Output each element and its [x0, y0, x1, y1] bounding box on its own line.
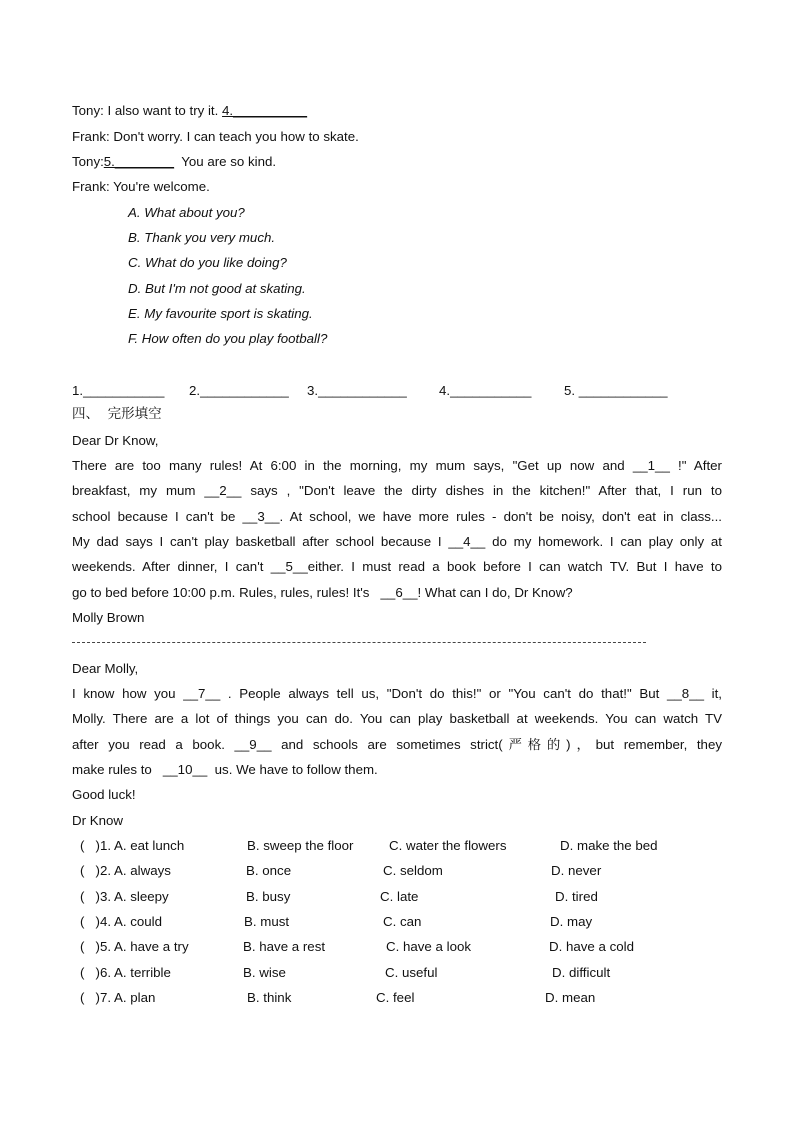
- question-4-d: D. may: [550, 914, 593, 929]
- option-f: F. How often do you play football?: [128, 331, 328, 346]
- question-6-c: C. useful: [385, 965, 438, 980]
- blank-5[interactable]: 5.________: [103, 154, 175, 169]
- question-4-b: B. must: [244, 914, 290, 929]
- option-d: D. But I'm not good at skating.: [128, 281, 306, 296]
- option-a: A. What about you?: [128, 205, 245, 220]
- question-7-b: B. think: [247, 990, 292, 1005]
- option-c: C. What do you like doing?: [128, 255, 287, 270]
- question-5-d: D. have a cold: [549, 939, 635, 954]
- question-2-d: D. never: [551, 863, 602, 878]
- letter2-greeting: Dear Molly,: [72, 661, 139, 676]
- answer-blank-1[interactable]: 1.___________: [72, 383, 165, 398]
- letter2-line-3: after you read a book. __9__ and schools are sometimes strict(严格的)，but remember, they: [72, 737, 722, 752]
- letter2-line-1: I know how you __7__ . People always tell us, "Don't do this!" or "You can't do that!" But __8__ it,: [72, 686, 722, 701]
- letter2-signature: Dr Know: [72, 813, 123, 828]
- question-5-b: B. have a rest: [243, 939, 326, 954]
- option-b: B. Thank you very much.: [128, 230, 276, 245]
- answer-blank-3[interactable]: 3.____________: [307, 383, 407, 398]
- option-e: E. My favourite sport is skating.: [128, 306, 313, 321]
- question-7-c: C. feel: [376, 990, 415, 1005]
- dialogue-line-4: Frank: You're welcome.: [72, 179, 210, 194]
- question-2-c: C. seldom: [383, 863, 443, 878]
- question-2-b: B. once: [246, 863, 292, 878]
- question-2[interactable]: ( )2. A. always: [80, 863, 171, 878]
- letter1-line-4: My dad says I can't play basketball after school because I __4__ do my homework. I can play only at: [72, 534, 722, 549]
- letter2-line-4: make rules to __10__ us. We have to follow them.: [72, 762, 378, 777]
- question-3-c: C. late: [380, 889, 419, 904]
- letter2-line-2: Molly. There are a lot of things you can do. You can play basketball at weekends. You can watch TV: [72, 711, 722, 726]
- blank-4[interactable]: 4.__________: [222, 103, 308, 118]
- letter1-line-6: go to bed before 10:00 p.m. Rules, rules, rules! It's __6__! What can I do, Dr Know?: [72, 585, 573, 600]
- letter1-greeting: Dear Dr Know,: [72, 433, 159, 448]
- question-7[interactable]: ( )7. A. plan: [80, 990, 156, 1005]
- question-5[interactable]: ( )5. A. have a try: [80, 939, 189, 954]
- question-5-c: C. have a look: [386, 939, 472, 954]
- letter1-line-5: weekends. After dinner, I can't __5__either. I must read a book before I can watch TV. But I have to: [72, 559, 722, 574]
- divider: [72, 642, 646, 643]
- letter1-line-2: breakfast, my mum __2__ says , "Don't leave the dirty dishes in the kitchen!" After that, I run to: [72, 483, 722, 498]
- dialogue-line-3: Tony:5.________ You are so kind.: [72, 154, 277, 169]
- question-6[interactable]: ( )6. A. terrible: [80, 965, 171, 980]
- question-7-d: D. mean: [545, 990, 596, 1005]
- question-3[interactable]: ( )3. A. sleepy: [80, 889, 169, 904]
- question-1-b: B. sweep the floor: [247, 838, 354, 853]
- letter1-line-1: There are too many rules! At 6:00 in the morning, my mum says, "Get up now and __1__ !" After: [72, 458, 722, 473]
- answer-blank-4[interactable]: 4.___________: [439, 383, 532, 398]
- question-3-b: B. busy: [246, 889, 291, 904]
- dialogue-line-2: Frank: Don't worry. I can teach you how to skate.: [72, 129, 359, 144]
- question-1-d: D. make the bed: [560, 838, 658, 853]
- question-4[interactable]: ( )4. A. could: [80, 914, 163, 929]
- answer-blank-2[interactable]: 2.____________: [189, 383, 289, 398]
- question-6-d: D. difficult: [552, 965, 611, 980]
- question-1[interactable]: ( )1. A. eat lunch: [80, 838, 185, 853]
- letter1-line-3: school because I can't be __3__. At school, we have more rules - don't be noisy, don't eat in class...: [72, 509, 722, 524]
- question-6-b: B. wise: [243, 965, 286, 980]
- letter1-signature: Molly Brown: [72, 610, 145, 625]
- letter2-closing: Good luck!: [72, 787, 136, 802]
- question-3-d: D. tired: [555, 889, 598, 904]
- dialogue-line-1: Tony: I also want to try it. 4.__________: [72, 103, 308, 118]
- answer-blank-5[interactable]: 5. ____________: [564, 383, 668, 398]
- question-4-c: C. can: [383, 914, 422, 929]
- question-1-c: C. water the flowers: [389, 838, 507, 853]
- section-title: 四、 完形填空: [72, 406, 162, 422]
